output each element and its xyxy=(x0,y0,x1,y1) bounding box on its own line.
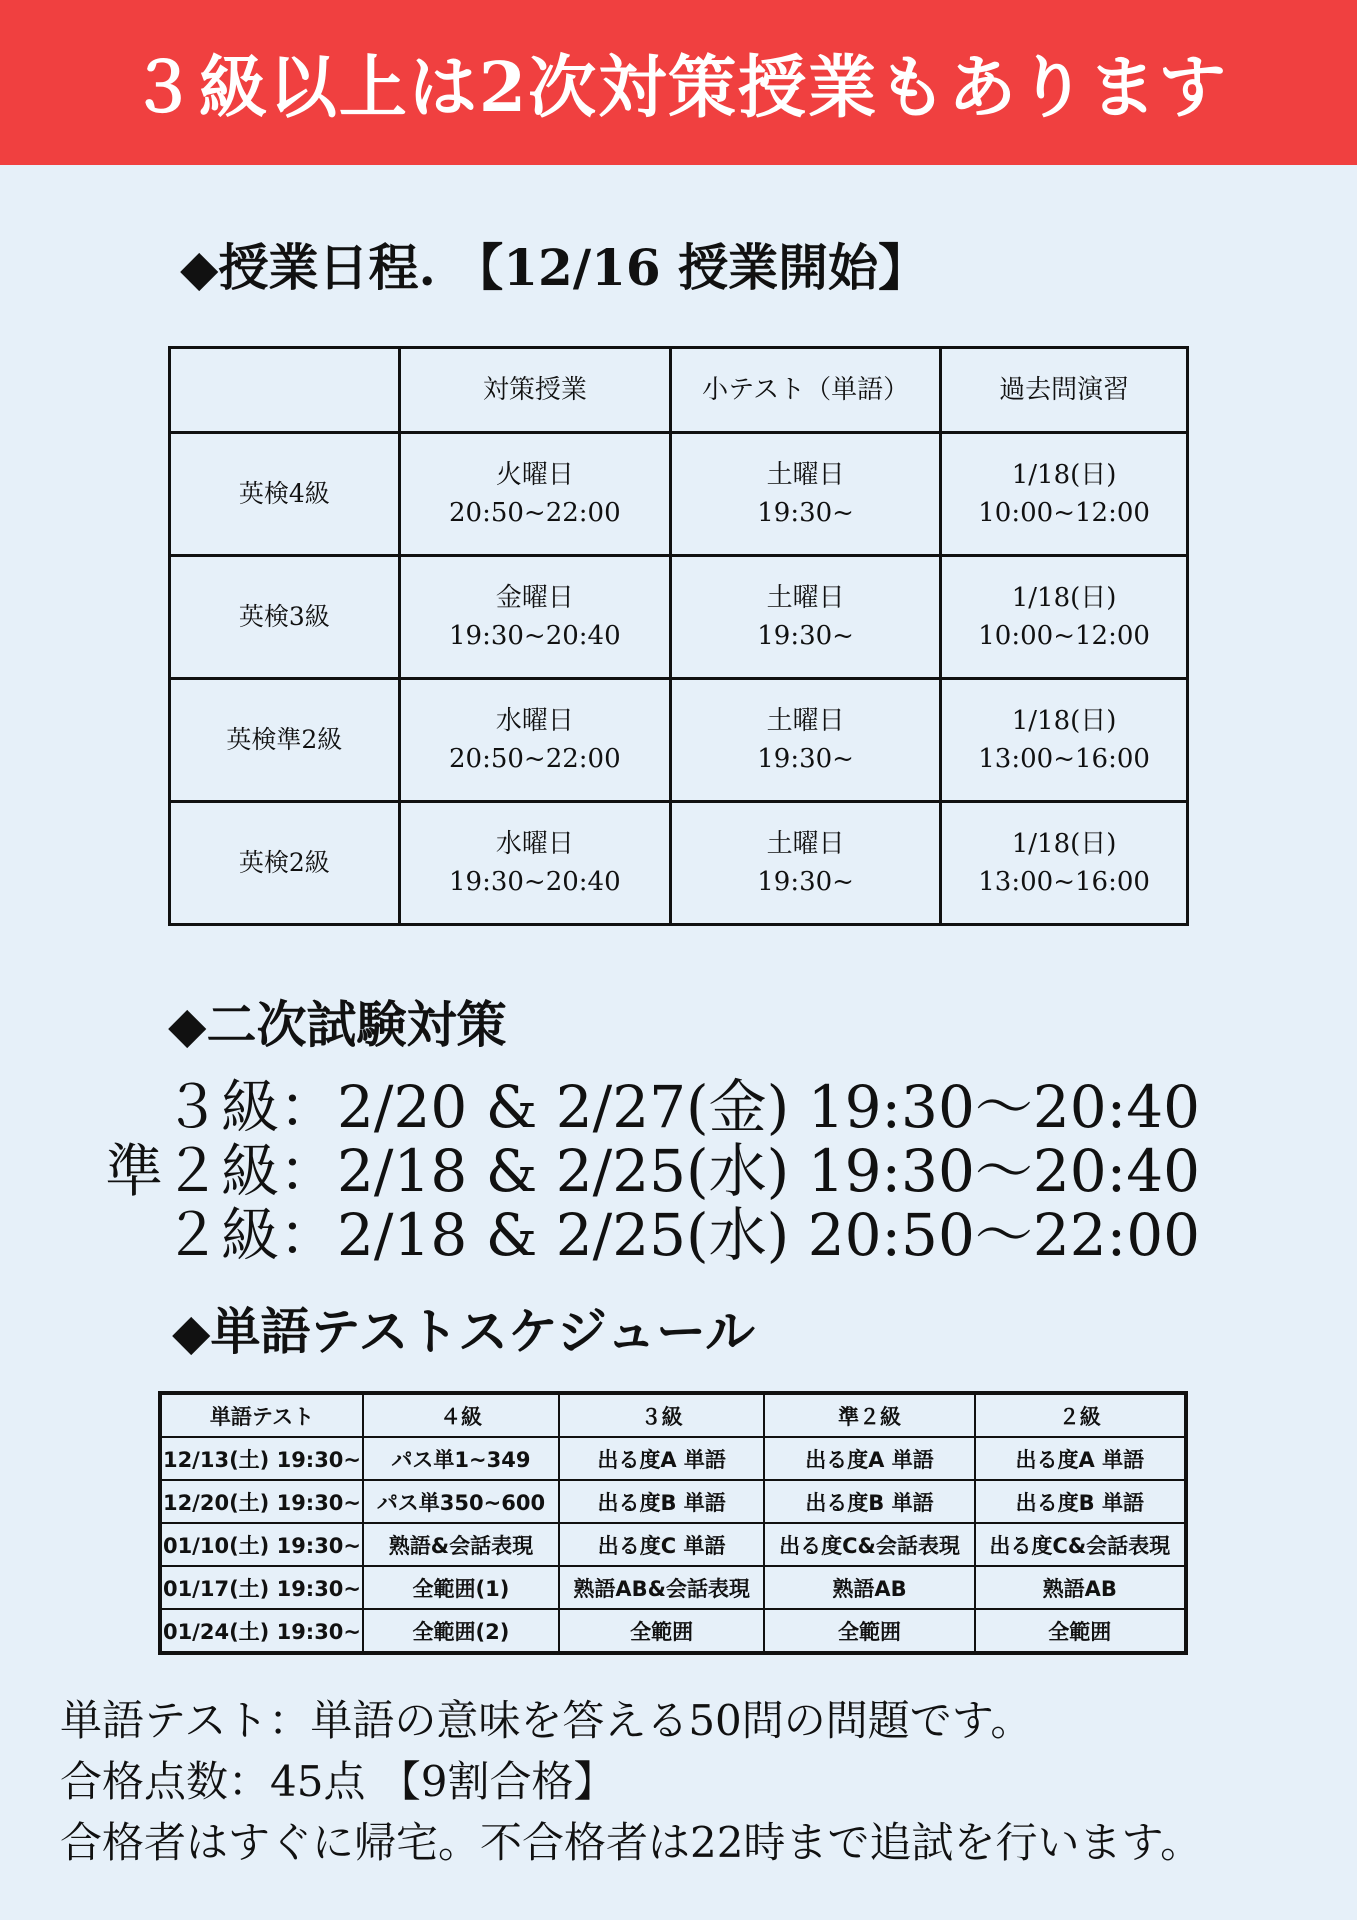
banner-title: ３級以上は2次対策授業もあります xyxy=(128,48,1229,128)
note-line: 合格点数：45点 【9割合格】 xyxy=(60,1757,616,1806)
word-test-table xyxy=(158,1391,1188,1655)
table-cell: 全範囲(2) xyxy=(363,1609,559,1653)
header-cell-empty xyxy=(170,348,400,433)
table-header-row xyxy=(160,1393,1186,1437)
header-cell: 小テスト（単語） xyxy=(671,348,941,433)
grade-label: 英検準2級 xyxy=(170,679,400,802)
secondary-exam-list xyxy=(100,1075,1200,1267)
secondary-exam-line: 準 ２級：2/18 & 2/25(水) 19:30～20:40 xyxy=(105,1137,1200,1205)
past-exam-cell: 1/18(日) 10:00~12:00 xyxy=(941,556,1188,679)
date-cell: 01/10(土) 19:30~ xyxy=(160,1523,363,1566)
table-cell: 全範囲 xyxy=(559,1609,764,1653)
table-cell: 全範囲 xyxy=(764,1609,974,1653)
header-cell: ２級 xyxy=(975,1393,1186,1437)
table-cell: 出る度B 単語 xyxy=(975,1480,1186,1523)
header-cell: 対策授業 xyxy=(399,348,670,433)
class-schedule-table xyxy=(168,346,1189,926)
table-cell: 出る度C&会話表現 xyxy=(975,1523,1186,1566)
table-cell: パス単350~600 xyxy=(363,1480,559,1523)
table-cell: 出る度A 単語 xyxy=(764,1437,974,1480)
test-cell: 土曜日 19:30~ xyxy=(671,802,941,925)
note-line: 合格者はすぐに帰宅。不合格者は22時まで追試を行います。 xyxy=(60,1818,1203,1867)
table-cell: パス単1~349 xyxy=(363,1437,559,1480)
table-cell: 熟語AB&会話表現 xyxy=(559,1566,764,1609)
date-cell: 12/20(土) 19:30~ xyxy=(160,1480,363,1523)
past-exam-cell: 1/18(日) 10:00~12:00 xyxy=(941,433,1188,556)
table-row xyxy=(160,1609,1186,1653)
date-cell: 01/24(土) 19:30~ xyxy=(160,1609,363,1653)
table-cell: 全範囲 xyxy=(975,1609,1186,1653)
table-row xyxy=(160,1523,1186,1566)
secondary-exam-line: ３級：2/20 & 2/27(金) 19:30～20:40 xyxy=(163,1073,1200,1141)
table-row xyxy=(160,1480,1186,1523)
table-cell: 出る度A 単語 xyxy=(975,1437,1186,1480)
past-exam-cell: 1/18(日) 13:00~16:00 xyxy=(941,802,1188,925)
grade-label: 英検3級 xyxy=(170,556,400,679)
secondary-exam-line: ２級：2/18 & 2/25(水) 20:50～22:00 xyxy=(163,1201,1200,1269)
header-cell: ４級 xyxy=(363,1393,559,1437)
schedule-heading: ◆授業日程. 【12/16 授業開始】 xyxy=(180,238,929,297)
table-cell: 出る度B 単語 xyxy=(764,1480,974,1523)
table-cell: 出る度C&会話表現 xyxy=(764,1523,974,1566)
test-cell: 土曜日 19:30~ xyxy=(671,433,941,556)
class-cell: 金曜日 19:30~20:40 xyxy=(399,556,670,679)
table-cell: 熟語AB xyxy=(764,1566,974,1609)
table-cell: 熟語AB xyxy=(975,1566,1186,1609)
banner xyxy=(0,0,1357,165)
table-cell: 全範囲(1) xyxy=(363,1566,559,1609)
table-row xyxy=(170,802,1188,925)
date-cell: 01/17(土) 19:30~ xyxy=(160,1566,363,1609)
class-cell: 水曜日 19:30~20:40 xyxy=(399,802,670,925)
class-cell: 火曜日 20:50~22:00 xyxy=(399,433,670,556)
table-cell: 出る度A 単語 xyxy=(559,1437,764,1480)
secondary-exam-heading: ◆二次試験対策 xyxy=(168,995,507,1054)
past-exam-cell: 1/18(日) 13:00~16:00 xyxy=(941,679,1188,802)
test-cell: 土曜日 19:30~ xyxy=(671,556,941,679)
table-row xyxy=(170,679,1188,802)
notes xyxy=(60,1690,1340,1873)
table-row xyxy=(170,556,1188,679)
header-cell: ３級 xyxy=(559,1393,764,1437)
table-row xyxy=(170,433,1188,556)
table-header-row xyxy=(170,348,1188,433)
grade-label: 英検2級 xyxy=(170,802,400,925)
test-cell: 土曜日 19:30~ xyxy=(671,679,941,802)
table-row xyxy=(160,1566,1186,1609)
class-cell: 水曜日 20:50~22:00 xyxy=(399,679,670,802)
table-cell: 出る度C 単語 xyxy=(559,1523,764,1566)
table-cell: 出る度B 単語 xyxy=(559,1480,764,1523)
note-line: 単語テスト：単語の意味を答える50問の問題です。 xyxy=(60,1696,1033,1745)
word-test-heading: ◆単語テストスケジュール xyxy=(172,1302,755,1361)
header-cell: 単語テスト xyxy=(160,1393,363,1437)
header-cell: 過去問演習 xyxy=(941,348,1188,433)
table-row xyxy=(160,1437,1186,1480)
date-cell: 12/13(土) 19:30~ xyxy=(160,1437,363,1480)
header-cell: 準２級 xyxy=(764,1393,974,1437)
table-cell: 熟語&会話表現 xyxy=(363,1523,559,1566)
grade-label: 英検4級 xyxy=(170,433,400,556)
